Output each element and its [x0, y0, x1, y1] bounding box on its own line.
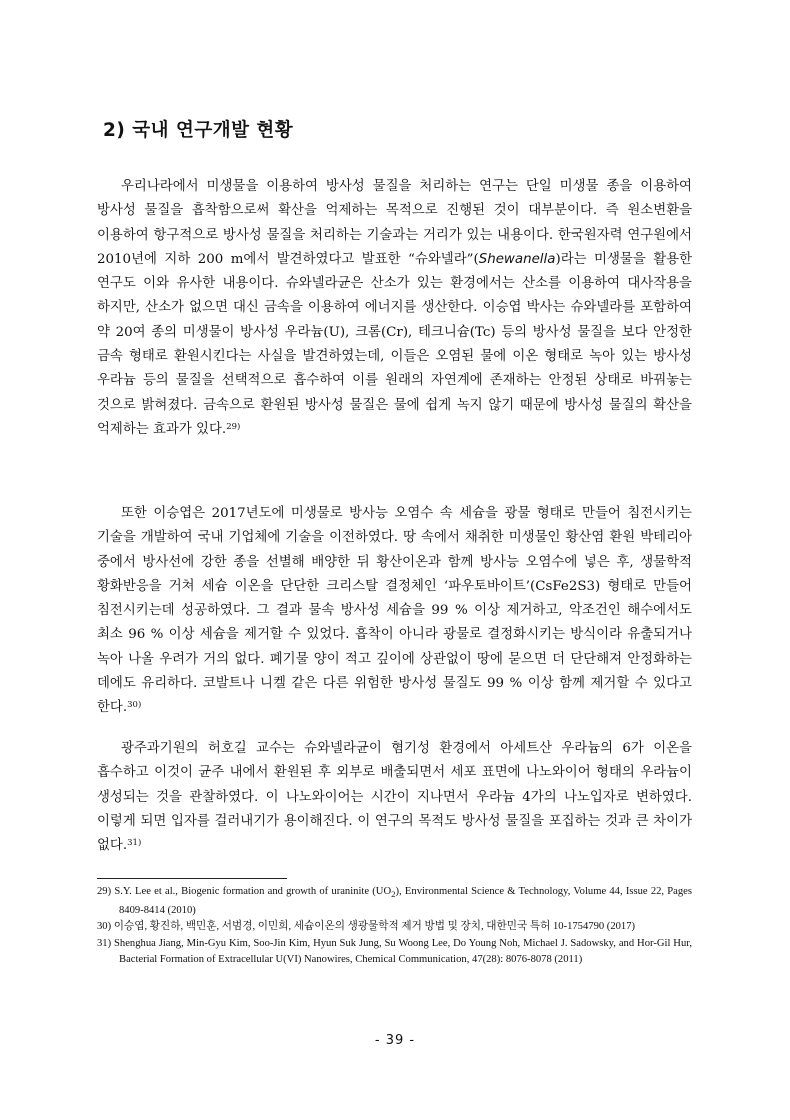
paragraph-1-text-b: )라는 미생물을 활용한 연구도 이와 유사한 내용이다. 슈와넬라균은 산소가 있는 환경에서는 산소를 이용하여 대사작용을 하지만, 산소가 없으면 대신 금속을 이용하여 에너지를 생산한다. 이승엽 박사는 슈와넬라를 포함하여 약 20여 종의 미생물이 방사성 우라늄(U), 크롬(Cr), 테크니슘(Tc) 등의 방사성 물질을 보다 안정한 금속 형태로 환원시킨다는 사실을 발견하였는데, 이들은 오염된 물에 이온 형태로 녹아 있는 방사성 우라늄 등의 물질을 선택적으로 흡수하여 이를 원래의 자연계에 존재하는 안정된 상태로 바꿔놓는 것으로 밝혀졌다. 금속으로 환원된 방사성 물질은 물에 쉽게 녹지 않기 때문에 방사성 물질의 확산을 억제하는 효과가 있다. — [97, 251, 693, 437]
footnote-29-text-b: ), Environmental Science & Technology, Volume 44, Issue 22, Pages 8409-8414 (2010) — [119, 886, 692, 916]
species-name-italic: Shewanella — [478, 251, 556, 267]
paragraph-2-text — [97, 502, 692, 721]
footnote-ref-29[interactable]: 29) — [226, 421, 241, 432]
section-heading: 2) 국내 연구개발 현황 — [103, 120, 294, 141]
page-number: - 39 - — [374, 1033, 416, 1048]
footnote-29-text-a: 29) S.Y. Lee et al., Biogenic formation and growth of uraninite (UO — [97, 886, 392, 897]
footnote-29 — [97, 884, 692, 919]
paragraph-3-text — [97, 737, 692, 858]
paragraph-3 — [97, 737, 692, 858]
footnote-divider — [97, 878, 287, 879]
paragraph-1-text-a: 우리나라에서 미생물을 이용하여 방사성 물질을 처리하는 연구는 단일 미생물 종을 이용하여 방사성 물질을 흡착함으로써 확산을 억제하는 목적으로 진행된 것이 대부분이다. 즉 원소변환을 이용하여 항구적으로 방사성 물질을 처리하는 기술과는 거리가 있는 내용이다. 한국원자력 연구원에서 2010년에 지하 200 m에서 발견하였다고 발표한 “슈와넬라”( — [97, 179, 692, 267]
footnote-31: 31) Shenghua Jiang, Min-Gyu Kim, Soo-Jin Kim, Hyun Suk Jung, Su Woong Lee, Do Young Noh, Michael J. Sadowsky, and Hor-Gil Hur, Bacterial Formation of Extracellular U(VI) Nanowires, Chemical Communication, 47(28): 8076-8078 (2011) — [97, 937, 692, 966]
footnote-ref-31[interactable]: 31) — [127, 838, 142, 849]
paragraph-1-text — [97, 175, 692, 442]
paragraph-2-body: 또한 이승엽은 2017년도에 미생물로 방사능 오염수 속 세슘을 광물 형태로 만들어 침전시키는 기술을 개발하여 국내 기업체에 기술을 이전하였다. 땅 속에서 채취한 미생물인 황산염 환원 박테리아 중에서 방사선에 강한 종을 선별해 배양한 뒤 황산이온과 함께 방사능 오염수에 넣은 후, 생물학적 황화반응을 거쳐 세슘 이온을 단단한 크리스탈 결정체인 ‘파우토바이트’(CsFe2S3) 형태로 만들어 침전시키는데 성공하였다. 그 결과 물속 방사성 세슘을 99 % 이상 제거하고, 악조건인 해수에서도 최소 96 % 이상 세슘을 제거할 수 있었다. 흡착이 아니라 광물로 결정화시키는 방식이라 유출되거나 녹아 나올 우려가 거의 없다. 폐기물 양이 적고 깊이에 상관없이 땅에 묻으면 더 단단해져 안정화하는 데에도 유리하다. 코발트나 니켈 같은 다른 위험한 방사성 물질도 99 % 이상 함께 제거할 수 있다고 한다. — [97, 506, 692, 716]
footnote-ref-30[interactable]: 30) — [127, 700, 142, 711]
footnote-29-subscript: 2 — [391, 889, 396, 900]
paragraph-3-body: 광주과기원의 허호길 교수는 슈와넬라균이 혐기성 환경에서 아세트산 우라늄의 6가 이온을 흡수하고 이것이 균주 내에서 환원된 후 외부로 배출되면서 세포 표면에 나노와이어 형태의 우라늄이 생성되는 것을 관찰하였다. 이 나노와이어는 시간이 지나면서 우라늄 4가의 나노입자로 변하였다. 이렇게 되면 입자를 걸러내기가 용이해진다. 이 연구의 목적도 방사성 물질을 포집하는 것과 큰 차이가 없다. — [97, 741, 692, 854]
paragraph-1 — [97, 175, 692, 442]
paragraph-2 — [97, 502, 692, 721]
footnotes — [97, 884, 692, 969]
footnote-30: 30) 이승엽, 황진하, 백민훈, 서범경, 이민희, 세슘이온의 생광물학적 제거 방법 및 장치, 대한민국 특허 10-1754790 (2017) — [97, 921, 636, 933]
